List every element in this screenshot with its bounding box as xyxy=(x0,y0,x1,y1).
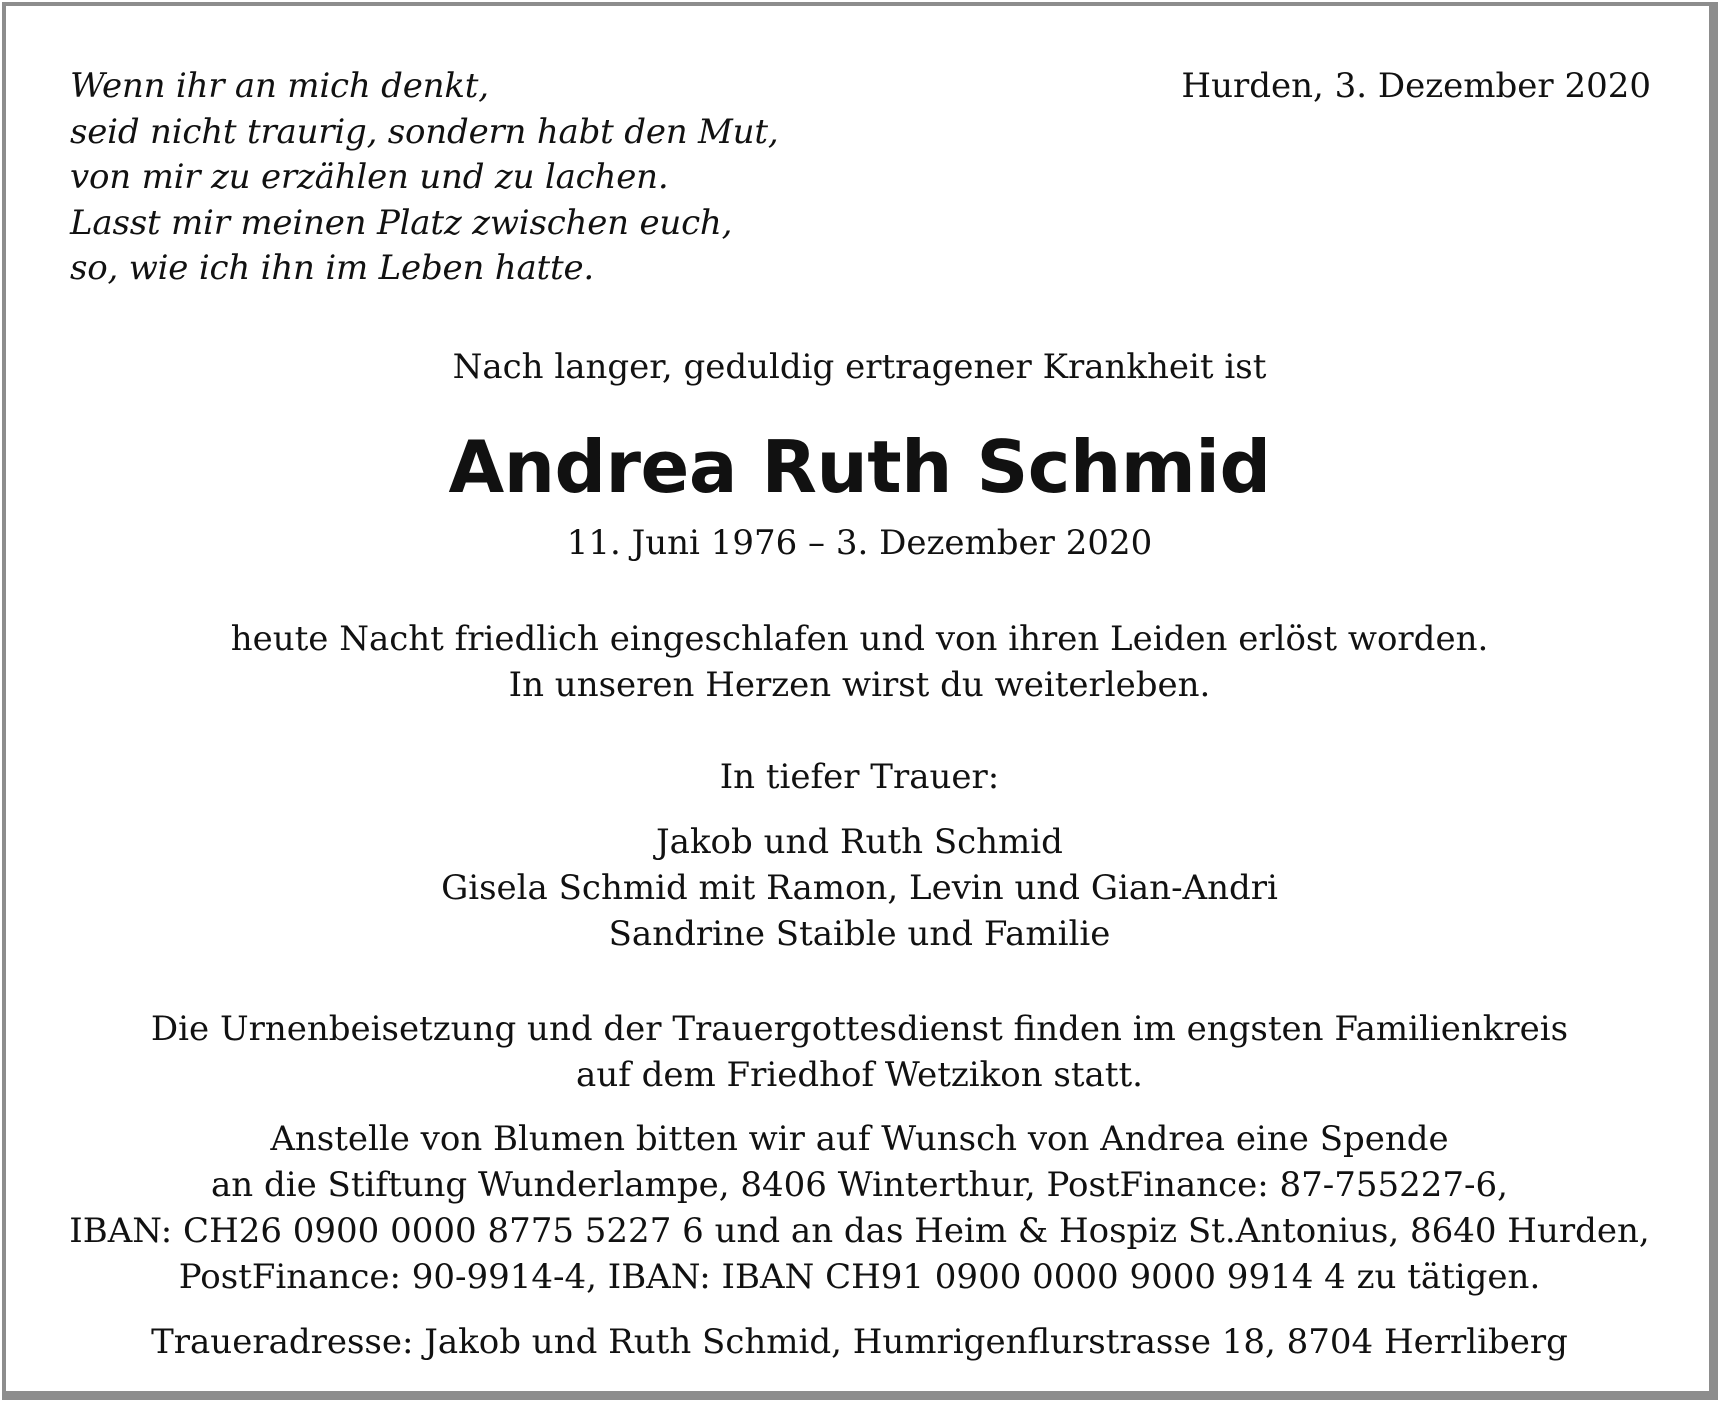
poem xyxy=(70,64,778,292)
mourning-address: Traueradresse: Jakob und Ruth Schmid, Humrigenflurstrasse 18, 8704 Herrliberg xyxy=(151,1322,1568,1362)
donation-line: an die Stiftung Wunderlampe, 8406 Winterthur, PostFinance: 87-755227-6, xyxy=(211,1165,1508,1205)
poem-line: seid nicht traurig, sondern habt den Mut, xyxy=(70,111,779,152)
donation-line: PostFinance: 90-9914-4, IBAN: IBAN CH91 0900 0000 9000 9914 4 zu tätigen. xyxy=(178,1257,1541,1297)
lifespan-dates: 11. Juni 1976 – 3. Dezember 2020 xyxy=(566,523,1153,563)
deceased-name: Andrea Ruth Schmid xyxy=(448,425,1271,509)
mourning-label: In tiefer Trauer: xyxy=(719,757,1000,797)
poem-line: Wenn ihr an mich denkt, xyxy=(70,66,489,106)
poem-line: Lasst mir meinen Platz zwischen euch, xyxy=(70,202,733,243)
donation-line: IBAN: CH26 0900 0000 8775 5227 6 und an das Heim & Hospiz St.Antonius, 8640 Hurden, xyxy=(69,1211,1650,1251)
poem-line: von mir zu erzählen und zu lachen. xyxy=(70,157,669,197)
mourners-list xyxy=(6,819,1713,957)
passing-text xyxy=(6,616,1713,708)
mourner-entry: Gisela Schmid mit Ramon, Levin und Gian-Andri xyxy=(441,868,1278,908)
burial-line: Die Urnenbeisetzung und der Trauergottesdienst finden im engsten Familienkreis xyxy=(150,1009,1569,1049)
mourner-entry: Jakob und Ruth Schmid xyxy=(656,822,1063,862)
passing-line: In unseren Herzen wirst du weiterleben. xyxy=(508,665,1211,705)
donation-line: Anstelle von Blumen bitten wir auf Wunsch von Andrea eine Spende xyxy=(270,1119,1449,1159)
mourner-entry: Sandrine Staible und Familie xyxy=(608,914,1111,954)
passing-line: heute Nacht friedlich eingeschlafen und von ihren Leiden erlöst worden. xyxy=(230,619,1489,659)
obituary-notice xyxy=(2,2,1718,1400)
burial-info xyxy=(6,1006,1713,1098)
donation-info xyxy=(6,1116,1713,1300)
place-date: Hurden, 3. Dezember 2020 xyxy=(1181,66,1651,106)
burial-line: auf dem Friedhof Wetzikon statt. xyxy=(576,1055,1143,1095)
poem-line: so, wie ich ihn im Leben hatte. xyxy=(70,248,594,288)
intro-text: Nach langer, geduldig ertragener Krankheit ist xyxy=(452,347,1267,387)
